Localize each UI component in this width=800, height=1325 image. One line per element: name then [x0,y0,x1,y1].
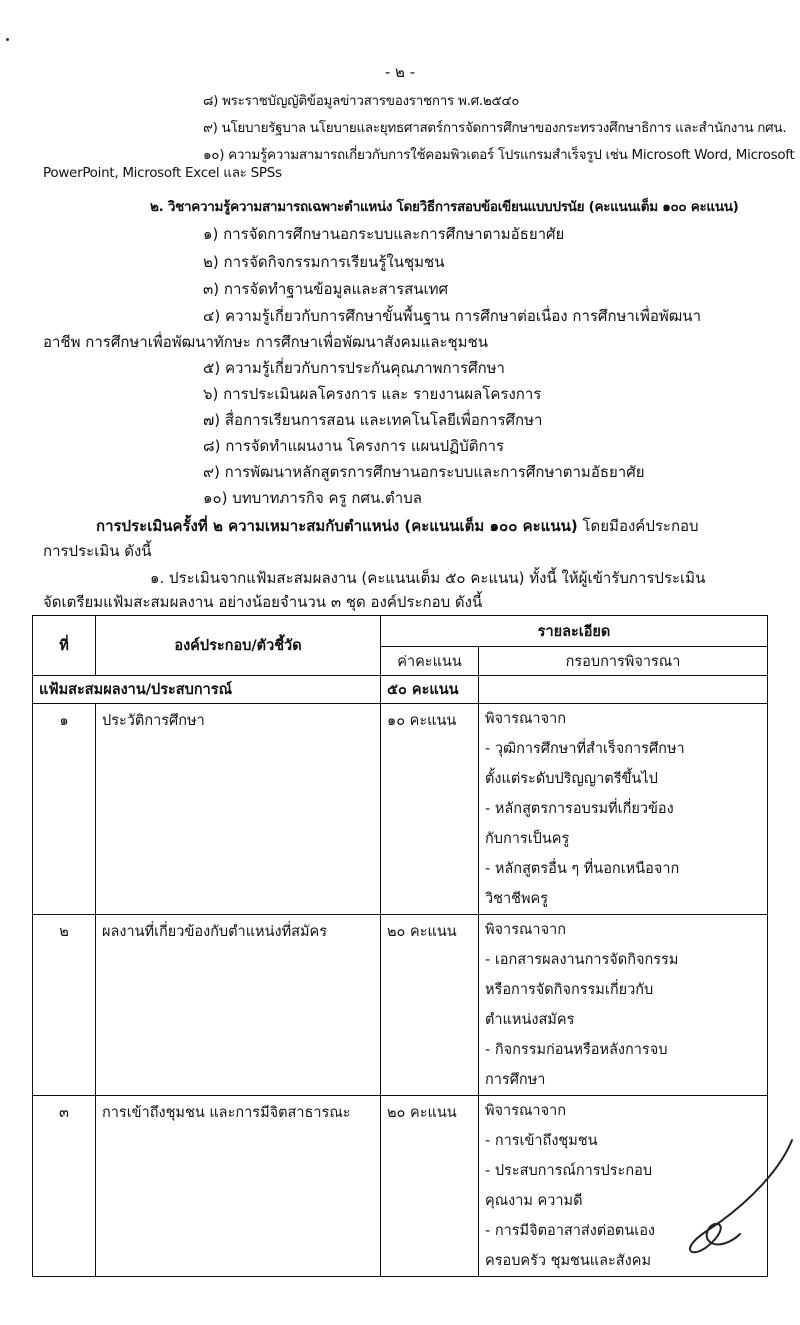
criteria-line: - ประสบการณ์การประกอบ [485,1163,653,1179]
table-row [33,915,768,1096]
row-no: ๒ [59,924,69,940]
portfolio-intro-line1: ๑. ประเมินจากแฟ้มสะสมผลงาน (คะแนนเต็ม ๕๐ คะแนน) ทั้งนี้ ให้ผู้เข้ารับการประเมิน [150,569,706,587]
criteria-line: - หลักสูตรการอบรมที่เกี่ยวข้อง [485,801,674,817]
group-label: แฟ้มสะสมผลงาน/ประสบการณ์ [33,676,381,704]
header-component: องค์ประกอบ/ตัวชี้วัด [96,616,381,676]
criteria-line: - กิจกรรมก่อนหรือหลังการจบ [485,1042,668,1058]
intro-item-9: ๙) นโยบายรัฐบาล นโยบายและยุทธศาสตร์การจัดการศึกษาของกระทรวงศึกษาธิการ และสำนักงาน กศน. [203,120,787,136]
intro-item-8: ๘) พระราชบัญญัติข้อมูลข่าวสารของราชการ พ.ศ.๒๕๔๐ [203,93,520,109]
section2-item-5: ๕) ความรู้เกี่ยวกับการประกันคุณภาพการศึกษา [203,359,505,377]
criteria-line: - เอกสารผลงานการจัดกิจกรรม [485,952,679,968]
portfolio-intro-line2: จัดเตรียมแฟ้มสะสมผลงาน อย่างน้อยจำนวน ๓ ชุด องค์ประกอบ ดังนี้ [43,593,483,611]
criteria-line: หรือการจัดกิจกรรมเกี่ยวกับ [485,982,654,998]
criteria-line: คุณงาม ความดี [485,1193,583,1209]
intro-item-10: ๑๐) ความรู้ความสามารถเกี่ยวกับการใช้คอมพิวเตอร์ โปรแกรมสำเร็จรูป เช่น Microsoft Word, Microsoft [203,147,795,163]
criteria-line: พิจารณาจาก [485,922,566,938]
section2-item-3: ๓) การจัดทำฐานข้อมูลและสารสนเทศ [203,280,449,298]
row-no: ๓ [59,1105,69,1121]
table-row [33,704,768,915]
row-score: ๒๐ คะแนน [387,1105,457,1121]
criteria-line: การศึกษา [485,1072,546,1088]
criteria-line: พิจารณาจาก [485,711,566,727]
eval2-heading-tail: โดยมีองค์ประกอบ [577,517,699,535]
row-no: ๑ [59,713,69,729]
eval2-heading-line [96,516,699,536]
criteria-line: พิจารณาจาก [485,1103,566,1119]
header-score: ค่าคะแนน [381,647,479,676]
section2-item-4: ๔) ความรู้เกี่ยวกับการศึกษาขั้นพื้นฐาน การศึกษาต่อเนื่อง การศึกษาเพื่อพัฒนา [203,307,701,325]
row-component: การเข้าถึงชุมชน และการมีจิตสาธารณะ [102,1105,351,1121]
eval2-heading: การประเมินครั้งที่ ๒ ความเหมาะสมกับตำแหน่ง (คะแนนเต็ม ๑๐๐ คะแนน) [96,517,578,535]
row-score: ๒๐ คะแนน [387,924,457,940]
row-criteria [479,915,768,1096]
section2-item-1: ๑) การจัดการศึกษานอกระบบและการศึกษาตามอัธยาศัย [203,225,565,243]
criteria-line: ครอบครัว ชุมชนและสังคม [485,1253,651,1269]
criteria-line: - วุฒิการศึกษาที่สำเร็จการศึกษา [485,741,685,757]
intro-item-10-cont: PowerPoint, Microsoft Excel และ SPSs [43,165,282,181]
row-component: ประวัติการศึกษา [102,713,205,729]
criteria-line: วิชาชีพครู [485,891,549,907]
header-detail: รายละเอียด [381,616,768,647]
row-component: ผลงานที่เกี่ยวข้องกับตำแหน่งที่สมัคร [102,924,328,940]
row-criteria [479,704,768,915]
criteria-line: - การมีจิตอาสาส่งต่อตนเอง [485,1223,655,1239]
section2-item-8: ๘) การจัดทำแผนงาน โครงการ แผนปฏิบัติการ [203,437,505,455]
section2-heading: ๒. วิชาความรู้ความสามารถเฉพาะตำแหน่ง โดยวิธีการสอบข้อเขียนแบบปรนัย (คะแนนเต็ม ๑๐๐ คะแนน) [150,199,739,215]
criteria-line: - การเข้าถึงชุมชน [485,1133,598,1149]
row-score: ๑๐ คะแนน [387,713,457,729]
criteria-line: ตำแหน่งสมัคร [485,1012,575,1028]
section2-item-6: ๖) การประเมินผลโครงการ และ รายงานผลโครงการ [203,385,542,403]
section2-item-7: ๗) สื่อการเรียนการสอน และเทคโนโลยีเพื่อการศึกษา [203,411,543,429]
header-criteria: กรอบการพิจารณา [479,647,768,676]
criteria-line: ตั้งแต่ระดับปริญญาตรีขึ้นไป [485,771,658,787]
section2-item-10: ๑๐) บทบาทภารกิจ ครู กศน.ตำบล [203,489,422,507]
evaluation-table [32,615,768,1277]
header-no: ที่ [33,616,96,676]
table-group-row [33,676,768,704]
table-row [33,1096,768,1277]
criteria-line: กับการเป็นครู [485,831,570,847]
page-number: - ๒ - [384,63,416,81]
group-criteria-empty [479,676,768,704]
signature-icon [680,1130,800,1260]
group-score: ๕๐ คะแนน [381,676,479,704]
section2-item-2: ๒) การจัดกิจกรรมการเรียนรู้ในชุมชน [203,253,445,271]
section2-item-4-cont: อาชีพ การศึกษาเพื่อพัฒนาทักษะ การศึกษาเพื่อพัฒนาสังคมและชุมชน [43,333,488,351]
eval2-heading-line2: การประเมิน ดังนี้ [43,542,152,560]
section2-item-9: ๙) การพัฒนาหลักสูตรการศึกษานอกระบบและการศึกษาตามอัธยาศัย [203,463,645,481]
scan-speck [6,38,9,41]
criteria-line: - หลักสูตรอื่น ๆ ที่นอกเหนือจาก [485,861,680,877]
